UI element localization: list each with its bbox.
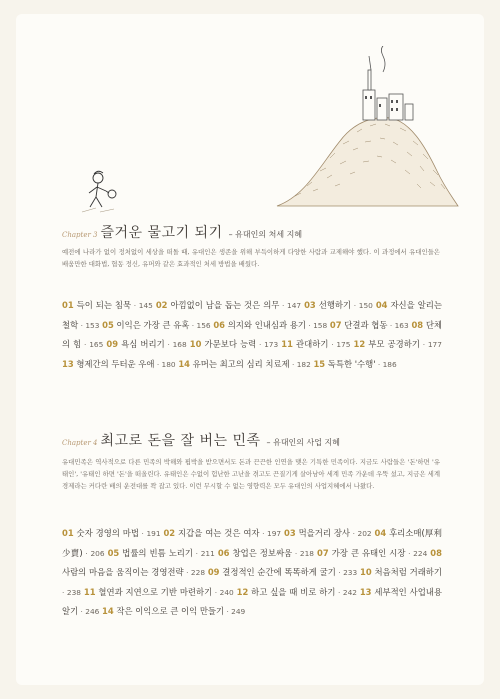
toc-entry[interactable]: 03 선행하기 · 150 — [304, 300, 373, 310]
toc-entry-page: 228 — [190, 568, 206, 577]
toc-entry[interactable]: 04 후리소매(厚利少賣) · 206 — [62, 528, 442, 558]
toc-entry-number: 07 — [317, 547, 329, 558]
toc-entry-number: 04 — [375, 300, 388, 310]
toc-entry-title: 자신을 알리는 철학 — [62, 300, 442, 330]
toc-entry[interactable]: 09 결정적인 순간에 똑똑하게 굴기 · 233 — [207, 567, 358, 577]
toc-entry-page: 224 — [413, 548, 428, 558]
toc-entry[interactable]: 02 아낌없이 남을 돕는 것은 의무 · 147 — [155, 300, 302, 310]
toc-entry-page: 175 — [336, 340, 351, 349]
toc-entry-title: 결정적인 순간에 똑똑하게 굴기 — [222, 567, 336, 577]
toc-entry-page: 147 — [287, 301, 302, 310]
toc-entry-number: 09 — [106, 339, 119, 349]
toc-entry[interactable]: 15 독특한 '수행' · 186 — [313, 358, 397, 369]
toc-entry-number: 13 — [62, 358, 74, 369]
toc-entry-page: 218 — [299, 548, 314, 558]
toc-entry-title: 세부적인 사업내용 알기 — [62, 586, 442, 616]
toc-entry[interactable]: 13 세부적인 사업내용 알기 · 246 — [62, 586, 442, 616]
toc-entry[interactable]: 05 법률의 빈틈 노리기 · 211 — [107, 547, 215, 558]
toc-entry-title: 형제간의 두터운 우애 — [76, 358, 155, 369]
toc-entry-title: 창업은 정보싸움 — [232, 547, 293, 558]
toc-entry-title: 가문보다 능력 — [204, 339, 257, 349]
toc-entry[interactable]: 08 사람의 마음을 움직이는 경영전략 · 228 — [62, 547, 442, 577]
toc-entry-title: 처음처럼 거래하기 — [374, 567, 442, 577]
toc-entry-title: 가장 큰 유태인 시장 — [331, 547, 406, 558]
toc-entry-page: 186 — [382, 359, 397, 369]
toc-entry[interactable]: 04 자신을 알리는 철학 · 153 — [62, 300, 442, 330]
toc-entry-title: 작은 이익으로 큰 이익 만들기 — [116, 606, 225, 616]
toc-entry[interactable]: 05 이익은 가장 큰 유혹 · 156 — [102, 319, 211, 330]
toc-entry-title: 선행하기 — [318, 300, 352, 310]
toc-entry[interactable]: 12 부모 공경하기 · 177 — [353, 339, 442, 349]
toc-entry[interactable]: 10 처음처럼 거래하기 · 238 — [62, 567, 442, 597]
toc-entry-number: 12 — [353, 339, 366, 349]
toc-entry-number: 12 — [236, 586, 249, 597]
toc-entry[interactable]: 10 가문보다 능력 · 173 — [189, 339, 279, 349]
toc-entry-number: 03 — [284, 528, 296, 538]
toc-entry-page: 191 — [146, 529, 161, 538]
toc-entry-number: 03 — [304, 300, 316, 310]
toc-entry-title: 먹을거리 장사 — [298, 528, 351, 538]
toc-entry[interactable]: 13 형제간의 두터운 우애 · 180 — [62, 358, 176, 369]
chapter-label: Chapter 4 — [62, 439, 98, 447]
toc-entry-number: 13 — [359, 586, 372, 597]
toc-entry-page: 238 — [66, 587, 82, 597]
toc-entry[interactable]: 03 먹을거리 장사 · 202 — [284, 528, 372, 538]
toc-entry-number: 06 — [213, 319, 225, 330]
toc-entry-number: 11 — [281, 339, 293, 349]
toc-entry-title: 독특한 '수행' — [327, 358, 376, 369]
toc-entry-number: 04 — [374, 528, 387, 538]
toc-entry[interactable]: 07 단결과 협동 · 163 — [329, 319, 409, 330]
toc-entry[interactable]: 11 관대하기 · 175 — [281, 339, 351, 349]
toc-entry-title: 후리소매(厚利少賣) — [62, 528, 442, 558]
toc-entry-number: 05 — [107, 547, 120, 558]
toc-entry-number: 11 — [83, 586, 96, 597]
toc-entry[interactable]: 14 유머는 최고의 심리 치료제 · 182 — [178, 358, 311, 369]
toc-entry[interactable]: 06 의지와 인내심과 용기 · 158 — [213, 319, 328, 330]
toc-entry-page: 206 — [90, 548, 105, 558]
toc-entry-number: 10 — [189, 339, 202, 349]
toc-entry-page: 246 — [85, 607, 100, 616]
toc-entry-page: 158 — [313, 320, 328, 330]
chapter-4-contents — [62, 524, 442, 622]
toc-entry[interactable]: 01 숫자 경영의 마법 · 191 — [62, 528, 161, 538]
toc-entry-page: 150 — [358, 301, 373, 310]
toc-entry-page: 211 — [200, 548, 215, 558]
toc-entry[interactable]: 09 욕심 버리기 · 168 — [106, 339, 187, 349]
toc-entry-title: 의지와 인내심과 용기 — [227, 319, 306, 330]
toc-entry-number: 15 — [313, 358, 326, 369]
toc-entry-page: 242 — [342, 587, 357, 597]
chapter-4-intro: 유대민족은 역사적으로 다른 민족의 박해와 핍박을 받으면서도 돈과 끈끈한 인연을 맺은 기특한 민족이다. 지금도 사람들은 '돈'하면 '유태인', '유태인 하면 '돈'을 떠올린다. 유태인은 수없이 험난한 고난을 겪고도 끈질기게 살아남아 세계 민족 가운데 우뚝 섰고, 지금은 세계경제라는 커다란 배의 운전대를 꽉 잡고 있다. 이런 무시할 수 없는 영향력은 모두 유대인의 사업지혜에서 나왔다. — [62, 458, 440, 490]
toc-entry-title: 아낌없이 남을 돕는 것은 의무 — [170, 300, 280, 310]
toc-entry-number: 14 — [178, 358, 190, 369]
toc-entry-title: 지갑을 여는 것은 여자 — [178, 528, 260, 538]
toc-entry-title: 부모 공경하기 — [368, 339, 420, 349]
toc-entry-number: 01 — [62, 300, 74, 310]
chapter-subtitle: – 유대인의 사업 지혜 — [266, 438, 340, 447]
toc-entry-page: 249 — [231, 607, 246, 616]
toc-entry-page: 182 — [296, 359, 311, 369]
toc-entry-title: 관대하기 — [296, 339, 329, 349]
chapter-label: Chapter 3 — [62, 231, 98, 239]
toc-entry-title: 법률의 빈틈 노리기 — [122, 547, 193, 558]
toc-entry[interactable]: 01 득이 되는 침묵 · 145 — [62, 300, 153, 310]
toc-entry-page: 173 — [264, 340, 279, 349]
toc-entry-title: 하고 싶을 때 비로 하기 — [251, 586, 336, 597]
toc-entry-number: 07 — [329, 319, 342, 330]
chapter-3-heading — [62, 222, 302, 242]
hill-with-buildings-illustration — [265, 46, 460, 211]
toc-entry-number: 01 — [62, 528, 74, 538]
toc-entry-page: 153 — [85, 320, 100, 330]
toc-entry-page: 145 — [138, 301, 153, 310]
toc-entry-title: 혈연과 지연으로 기반 마련하기 — [98, 586, 213, 597]
person-with-magnifier-illustration — [72, 168, 134, 216]
toc-entry-number: 05 — [102, 319, 114, 330]
toc-entry-page: 240 — [219, 587, 234, 597]
toc-entry[interactable]: 11 혈연과 지연으로 기반 마련하기 · 240 — [83, 586, 234, 597]
toc-entry-number: 06 — [217, 547, 230, 558]
toc-entry-title: 득이 되는 침묵 — [76, 300, 132, 310]
toc-entry-number: 08 — [411, 319, 424, 330]
toc-entry-page: 156 — [196, 320, 211, 330]
toc-entry-title: 숫자 경영의 마법 — [76, 528, 139, 538]
toc-entry-number: 02 — [163, 528, 176, 538]
toc-entry-number: 02 — [155, 300, 168, 310]
toc-entry-page: 163 — [394, 320, 409, 330]
toc-entry-page: 233 — [343, 568, 358, 577]
chapter-subtitle: – 유대인의 처세 지혜 — [228, 230, 303, 239]
toc-entry-page: 165 — [89, 340, 104, 349]
toc-entry-number: 08 — [430, 547, 442, 558]
toc-entry[interactable]: 14 작은 이익으로 큰 이익 만들기 · 249 — [102, 606, 246, 616]
toc-entry-title: 유머는 최고의 심리 치료제 — [192, 358, 290, 369]
chapter-4-heading — [62, 430, 340, 450]
chapter-title: 즐거운 물고기 되기 — [100, 225, 223, 241]
toc-entry-page: 197 — [267, 529, 282, 538]
toc-entry-title: 단체의 힘 — [62, 319, 442, 349]
toc-entry[interactable]: 12 하고 싶을 때 비로 하기 · 242 — [236, 586, 357, 597]
toc-entry-number: 09 — [207, 567, 220, 577]
toc-entry-title: 이익은 가장 큰 유혹 — [116, 319, 190, 330]
toc-entry-number: 14 — [102, 606, 114, 616]
toc-entry-page: 177 — [427, 340, 442, 349]
chapter-3-contents — [62, 296, 442, 374]
toc-entry-number: 10 — [360, 567, 372, 577]
toc-entry-title: 단결과 협동 — [344, 319, 388, 330]
toc-entry[interactable]: 08 단체의 힘 · 165 — [62, 319, 442, 349]
toc-entry-title: 사람의 마음을 움직이는 경영전략 — [62, 567, 184, 577]
toc-entry[interactable]: 07 가장 큰 유태인 시장 · 224 — [317, 547, 428, 558]
toc-entry-page: 180 — [161, 359, 176, 369]
toc-entry-page: 202 — [357, 529, 372, 538]
toc-entry[interactable]: 06 창업은 정보싸움 · 218 — [217, 547, 314, 558]
chapter-3-intro: 예전에 나라가 없이 정처없이 세상을 떠돌 때, 유대인은 생존을 위해 부득이하게 다양한 사람과 교제해야 했다. 이 과정에서 유대인들은 배움만한 대화법, 협동 정신, 유머와 같은 효과적인 처세 방법을 배웠다. — [62, 248, 440, 268]
toc-entry[interactable]: 02 지갑을 여는 것은 여자 · 197 — [163, 528, 282, 538]
toc-entry-title: 욕심 버리기 — [121, 339, 165, 349]
toc-entry-page: 168 — [172, 340, 187, 349]
chapter-title: 최고로 돈을 잘 버는 민족 — [100, 433, 261, 449]
